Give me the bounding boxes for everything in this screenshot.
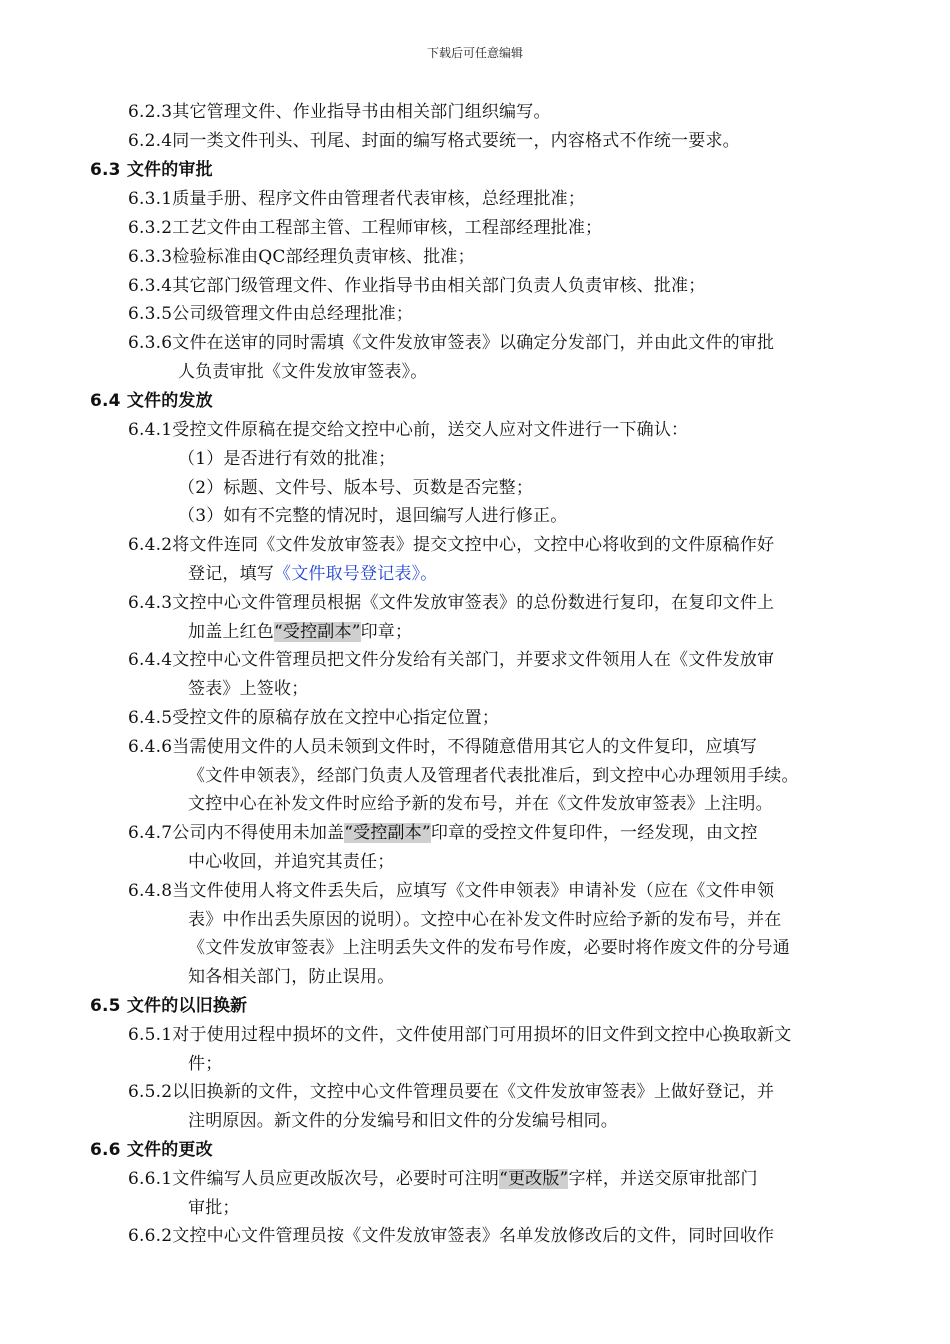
clause-6-4-5: 6.4.5受控文件的原稿存放在文控中心指定位置； [128, 708, 500, 728]
highlight-text: “受控副本” [344, 823, 431, 843]
clause-6-5-2: 6.5.2以旧换新的文件，文控中心文件管理员要在《文件发放审签表》上做好登记，并 [128, 1082, 775, 1102]
clause-text: 登记，填写 [188, 564, 274, 584]
clause-6-3-3: 6.3.3检验标准由QC部经理负责审核、批准； [128, 247, 475, 267]
section-heading-6-4: 6.4 文件的发放 [90, 391, 213, 411]
item-1: （1）是否进行有效的批准； [178, 449, 396, 469]
section-heading-6-3: 6.3 文件的审批 [90, 160, 213, 180]
clause-6-2-3: 6.2.3其它管理文件、作业指导书由相关部门组织编写。 [128, 102, 551, 122]
clause-6-4-8-cont3: 知各相关部门，防止误用。 [188, 967, 395, 987]
clause-text: 印章； [360, 622, 413, 642]
highlight-text: “受控副本” [274, 622, 361, 642]
clause-6-4-4: 6.4.4文控中心文件管理员把文件分发给有关部门，并要求文件领用人在《文件发放审 [128, 650, 775, 670]
clause-6-5-2-cont: 注明原因。新文件的分发编号和旧文件的分发编号相同。 [188, 1111, 618, 1131]
form-link[interactable]: 《文件取号登记表》。 [274, 564, 438, 584]
highlight-text: “更改版” [499, 1169, 569, 1189]
clause-6-6-1 [128, 1168, 758, 1190]
clause-6-4-6-cont: 《文件申领表》，经部门负责人及管理者代表批准后，到文控中心办理领用手续。 [188, 766, 799, 786]
clause-6-4-1: 6.4.1受控文件原稿在提交给文控中心前，送交人应对文件进行一下确认： [128, 420, 689, 440]
clause-6-3-2: 6.3.2工艺文件由工程部主管、工程师审核，工程部经理批准； [128, 218, 603, 238]
clause-6-5-1-cont: 件； [188, 1054, 223, 1074]
item-2: （2）标题、文件号、版本号、页数是否完整； [178, 478, 534, 498]
clause-6-3-4: 6.3.4其它部门级管理文件、作业指导书由相关部门负责人负责审核、批准； [128, 276, 706, 296]
clause-6-4-2-cont [188, 563, 438, 585]
clause-6-4-7 [128, 822, 758, 844]
clause-6-4-3: 6.4.3文控中心文件管理员根据《文件发放审签表》的总份数进行复印，在复印文件上 [128, 593, 775, 613]
section-heading-6-6: 6.6 文件的更改 [90, 1140, 213, 1160]
clause-6-6-1-cont: 审批； [188, 1198, 240, 1218]
clause-text: 加盖上红色 [188, 622, 274, 642]
clause-text: 字样，并送交原审批部门 [568, 1169, 758, 1189]
clause-6-3-5: 6.3.5公司级管理文件由总经理批准； [128, 304, 414, 324]
clause-6-4-8-cont2: 《文件发放审签表》上注明丢失文件的发布号作废，必要时将作废文件的分号通 [188, 938, 790, 958]
page-header: 下载后可任意编辑 [426, 46, 523, 60]
clause-6-2-4: 6.2.4同一类文件刊头、刊尾、封面的编写格式要统一，内容格式不作统一要求。 [128, 131, 740, 151]
clause-6-4-6: 6.4.6当需使用文件的人员未领到文件时，不得随意借用其它人的文件复印，应填写 [128, 737, 758, 757]
clause-6-4-4-cont: 签表》上签收； [188, 679, 309, 699]
clause-text: 6.4.7公司内不得使用未加盖 [128, 823, 345, 843]
item-3: （3）如有不完整的情况时，退回编写人进行修正。 [178, 506, 568, 526]
clause-6-4-6-cont2: 文控中心在补发文件时应给予新的发布号，并在《文件发放审签表》上注明。 [188, 794, 773, 814]
section-heading-6-5: 6.5 文件的以旧换新 [90, 996, 248, 1016]
clause-6-3-6: 6.3.6文件在送审的同时需填《文件发放审签表》以确定分发部门，并由此文件的审批 [128, 333, 775, 353]
clause-6-6-2: 6.6.2文控中心文件管理员按《文件发放审签表》名单发放修改后的文件，同时回收作 [128, 1226, 775, 1246]
clause-6-3-1: 6.3.1质量手册、程序文件由管理者代表审核，总经理批准； [128, 189, 586, 209]
clause-text: 印章的受控文件复印件，一经发现，由文控 [430, 823, 758, 843]
clause-6-4-8: 6.4.8当文件使用人将文件丢失后，应填写《文件申领表》申请补发（应在《文件申领 [128, 881, 775, 901]
clause-text: 6.6.1文件编写人员应更改版次号，必要时可注明 [128, 1169, 500, 1189]
clause-6-4-3-cont [188, 621, 412, 643]
clause-6-4-8-cont: 表》中作出丢失原因的说明）。文控中心在补发文件时应给予新的发布号，并在 [188, 910, 782, 930]
clause-6-5-1: 6.5.1对于使用过程中损坏的文件，文件使用部门可用损坏的旧文件到文控中心换取新文 [128, 1025, 792, 1045]
clause-6-4-7-cont: 中心收回，并追究其责任； [188, 852, 395, 872]
clause-6-4-2: 6.4.2将文件连同《文件发放审签表》提交文控中心，文控中心将收到的文件原稿作好 [128, 535, 775, 555]
clause-6-3-6-cont: 人负责审批《文件发放审签表》。 [178, 362, 428, 382]
